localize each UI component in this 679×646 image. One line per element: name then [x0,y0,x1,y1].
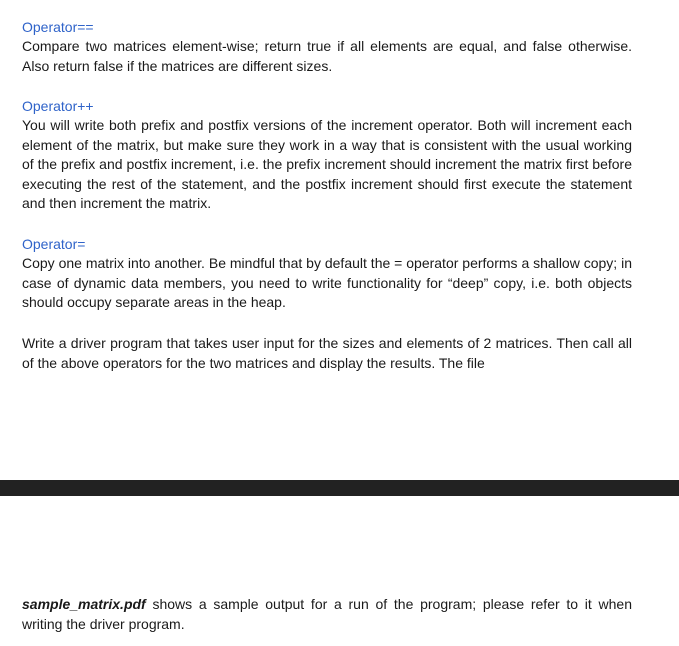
section-operator-increment [22,97,632,214]
page-break-band [0,480,679,496]
continuation-paragraph [22,595,632,634]
section-heading: Operator= [22,236,86,252]
section-body: You will write both prefix and postfix versions of the increment operator. Both will increment each element of the matrix, but make sure they work in a way that is consistent with the usual working of the prefix and postfix increment, i.e. the prefix increment should increment the matrix first before executing the rest of the statement, and the postfix increment should first execute the statement and then increment the matrix. [22,117,632,212]
sample-file-name: sample_matrix.pdf [22,596,146,612]
section-heading: Operator++ [22,98,94,114]
section-body: Compare two matrices element-wise; return true if all elements are equal, and false otherwise. Also return false if the matrices are different sizes. [22,38,632,74]
continuation-text: shows a sample output for a run of the program; please refer to it when writing the driver program. [22,596,632,632]
section-body: Copy one matrix into another. Be mindful that by default the = operator performs a shallow copy; in case of dynamic data members, you need to write functionality for “deep” copy, i.e. both objects should occupy separate areas in the heap. [22,255,632,311]
driver-paragraph [22,334,632,373]
section-operator-assignment [22,235,632,313]
section-heading: Operator== [22,19,94,35]
section-operator-equality [22,18,632,76]
driver-text: Write a driver program that takes user input for the sizes and elements of 2 matrices. Then call all of the above operators for the two matrices and display the results. The file [22,335,632,371]
